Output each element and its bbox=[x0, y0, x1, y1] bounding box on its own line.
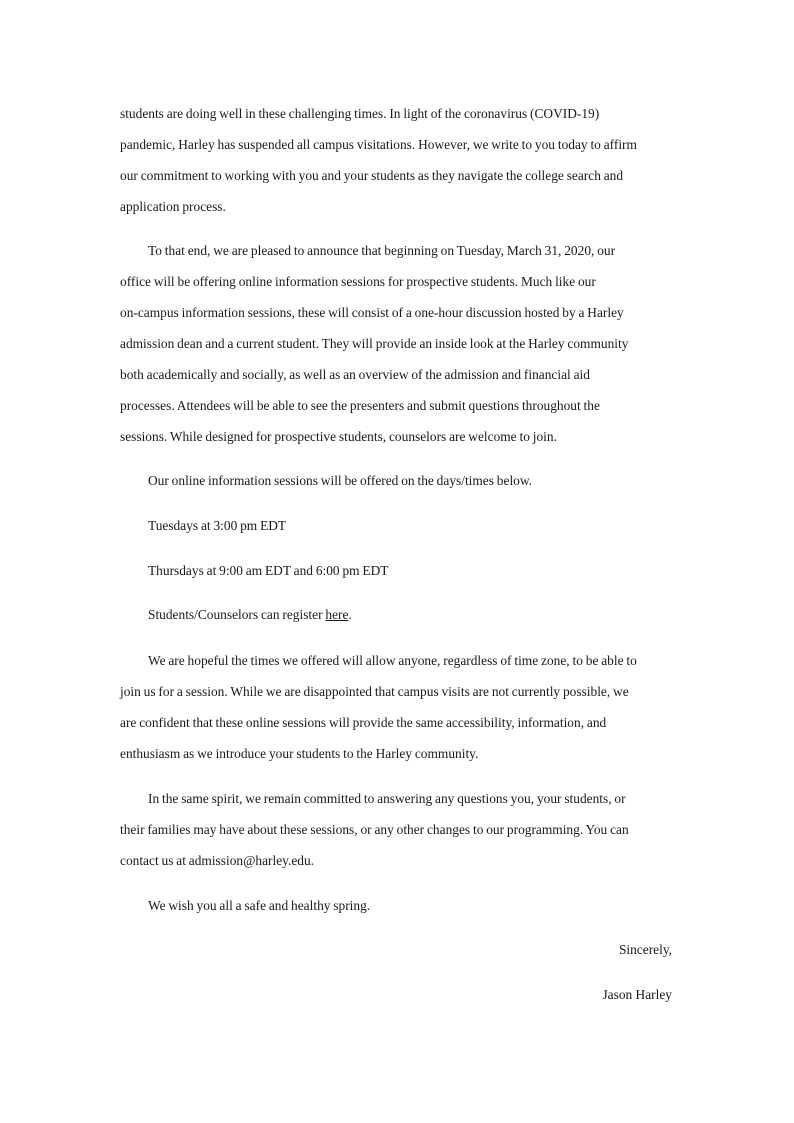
closing-wish: We wish you all a safe and healthy spring. bbox=[148, 898, 371, 913]
paragraph-2-line: processes. Attendees will be able to see the presenters and submit questions throughout the bbox=[120, 398, 600, 413]
signature-name: Jason Harley bbox=[602, 987, 672, 1002]
paragraph-2-line: To that end, we are pleased to announce that beginning on Tuesday, March 31, 2020, our bbox=[148, 243, 616, 258]
paragraph-5 bbox=[120, 783, 680, 876]
paragraph-2-line: sessions. While designed for prospective students, counselors are welcome to join. bbox=[120, 429, 557, 444]
paragraph-4 bbox=[120, 645, 680, 769]
paragraph-2-line: office will be offering online information sessions for prospective students. Much like our bbox=[120, 274, 596, 289]
paragraph-1 bbox=[120, 98, 680, 222]
paragraph-1-line: pandemic, Harley has suspended all campus visitations. However, we write to you today to affirm bbox=[120, 137, 637, 152]
paragraph-4-line: enthusiasm as we introduce your students to the Harley community. bbox=[120, 746, 479, 761]
register-suffix: . bbox=[348, 607, 352, 622]
closing-salutation: Sincerely, bbox=[618, 942, 672, 957]
schedule-tuesday: Tuesdays at 3:00 pm EDT bbox=[148, 518, 287, 533]
paragraph-2 bbox=[120, 235, 680, 452]
paragraph-2-line: both academically and socially, as well as an overview of the admission and financial aid bbox=[120, 367, 590, 382]
paragraph-2-line: admission dean and a current student. They will provide an inside look at the Harley community bbox=[120, 336, 629, 351]
paragraph-1-line: our commitment to working with you and your students as they navigate the college search and bbox=[120, 168, 624, 183]
sessions-intro: Our online information sessions will be offered on the days/times below. bbox=[148, 473, 533, 488]
paragraph-5-line: their families may have about these sessions, or any other changes to our programming. You can bbox=[120, 822, 629, 837]
register-line bbox=[148, 605, 352, 625]
register-link[interactable]: here bbox=[325, 607, 349, 622]
paragraph-2-line: on-campus information sessions, these will consist of a one-hour discussion hosted by a Harley bbox=[120, 305, 624, 320]
paragraph-4-line: We are hopeful the times we offered will allow anyone, regardless of time zone, to be able to bbox=[148, 653, 637, 668]
paragraph-1-line: application process. bbox=[120, 199, 226, 214]
paragraph-1-line: students are doing well in these challenging times. In light of the coronavirus (COVID-19) bbox=[120, 106, 600, 121]
paragraph-4-line: are confident that these online sessions will provide the same accessibility, information, and bbox=[120, 715, 607, 730]
schedule-thursday: Thursdays at 9:00 am EDT and 6:00 pm EDT bbox=[148, 563, 389, 578]
paragraph-4-line: join us for a session. While we are disappointed that campus visits are not currently possible, we bbox=[120, 684, 629, 699]
paragraph-5-line: In the same spirit, we remain committed to answering any questions you, your students, or bbox=[148, 791, 626, 806]
register-prefix: Students/Counselors can register bbox=[148, 607, 326, 622]
paragraph-5-line: contact us at admission@harley.edu. bbox=[120, 853, 315, 868]
